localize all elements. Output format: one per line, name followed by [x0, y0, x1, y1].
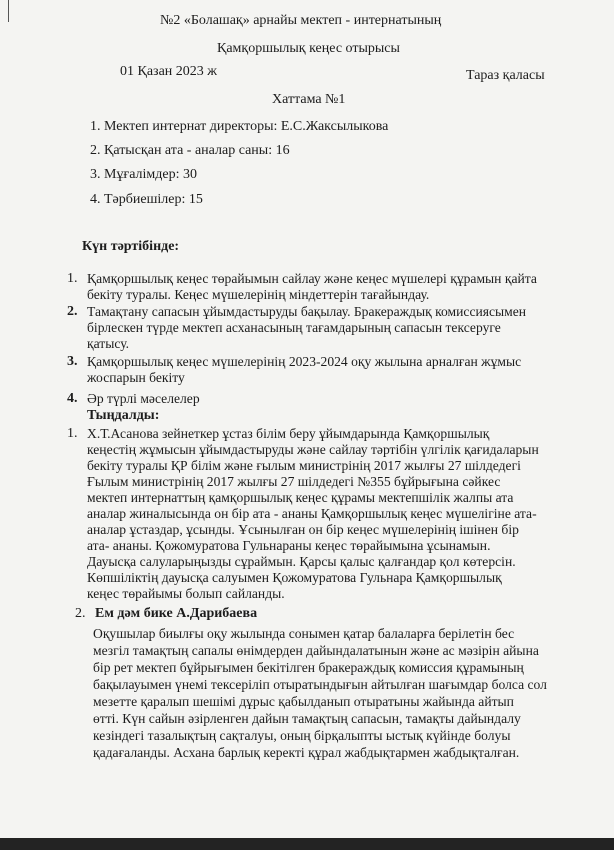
agenda-line: қатысу. — [87, 336, 130, 351]
agenda-num: 3. — [67, 354, 78, 369]
attendance-text: Тәрбиешілер: 15 — [104, 192, 203, 207]
attendance-num: 4. — [90, 192, 101, 207]
agenda-line: Тамақтану сапасын ұйымдастыруды бақылау. Бракераждық комиссиясымен — [87, 304, 527, 319]
listened-line: кеңестің жұмысын ұйымдастыруды және сайлау тәртібін үлгілік қағидаларын — [87, 442, 539, 457]
listened-line: бақылауымен үнемі тексеріліп отыратындығын айтылған шағымдар болса сол — [93, 677, 547, 692]
attendance-text: Мұғалімдер: 30 — [104, 167, 197, 182]
attendance-num: 3. — [90, 167, 101, 182]
listened-line: кезіндегі тазалықтың сақталуы, оның бірқалыпты ыстық күйінде болуы — [93, 728, 511, 743]
speaker-name: Ем дәм бике А.Дарибаева — [95, 606, 258, 621]
listened-line: аналар ұстаздар, ұсынды. Ұсынылған он бір кеңес мүшелерінің ішінен бір — [87, 522, 519, 537]
listened-line: бір рет мектеп бұйрығымен бекітілген бракераждық комиссия құрамының — [93, 660, 524, 675]
listened-line: мектеп интернаттың қамқоршылық кеңес құрамы мектепшілік жалпы ата — [87, 490, 514, 505]
protocol-number: Хаттама №1 — [272, 92, 346, 107]
agenda-heading: Күн тәртібінде: — [82, 239, 180, 254]
agenda-line: жоспарын бекіту — [87, 370, 185, 385]
listened-line: Х.Т.Асанова зейнеткер ұстаз білім беру ұйымдарында Қамқоршылық — [87, 426, 490, 441]
agenda-line: Қамқоршылық кеңес мүшелерінің 2023-2024 оқу жылына арналған жұмыс — [87, 354, 522, 369]
listened-line: кеңес төрайымы болып сайланды. — [87, 586, 285, 601]
agenda-line: бекіту туралы. Кеңес мүшелерінің міндеттерін тағайындау. — [87, 287, 430, 302]
attendance-text: Мектеп интернат директоры: Е.С.Жаксылыкова — [104, 119, 389, 134]
agenda-line: Қамқоршылық кеңес төрайымын сайлау және кеңес мүшелері құрамын қайта — [87, 271, 537, 286]
meeting-date: 01 Қазан 2023 ж — [120, 64, 217, 79]
listened-num: 2. — [75, 606, 86, 621]
listened-line: Ғылым министрінің 2017 жылғы 27 шілдедегі №355 бұйрығына сәйкес — [87, 474, 501, 489]
attendance-item — [90, 192, 203, 208]
meeting-title: Қамқоршылық кеңес отырысы — [217, 41, 400, 56]
listened-line: қадағаланды. Асхана барлық керекті құрал жабдықтармен жабдықталған. — [93, 745, 520, 760]
agenda-num: 2. — [67, 304, 78, 319]
attendance-item — [90, 119, 388, 135]
agenda-num: 4. — [67, 391, 78, 406]
attendance-num: 1. — [90, 119, 101, 134]
listened-heading: Тыңдалды: — [87, 408, 160, 423]
listened-line: мезетте қаралып шешімі дұрыс қабылданып отыратыны жайында айтып — [93, 694, 514, 709]
school-title: №2 «Болашақ» арнайы мектеп - интернатының — [160, 13, 442, 28]
attendance-text: Қатысқан ата - аналар саны: 16 — [104, 143, 290, 158]
scan-bottom-edge — [0, 838, 614, 850]
attendance-item — [90, 143, 290, 159]
listened-line: ата- ананы. Қожомуратова Гульнараны кеңес төрайымына ұсынамын. — [87, 538, 491, 553]
agenda-line: бірлескен түрде мектеп асханасының тағамдарының сапасын тексеруге — [87, 320, 501, 335]
listened-line: Дауысқа салуларыңызды сұраймын. Қарсы қалыс қалғандар қол көтерсін. — [87, 554, 516, 569]
meeting-city: Тараз қаласы — [466, 68, 545, 83]
listened-line: Көпшіліктің дауысқа салуымен Қожомуратова Гульнара Қамқоршылық — [87, 570, 502, 585]
attendance-num: 2. — [90, 143, 101, 158]
agenda-line: Әр түрлі мәселелер — [87, 391, 200, 406]
listened-line: мезгіл тамақтың сапалы өнімдерден дайындалатынын және ас мәзірін айына — [93, 643, 539, 658]
listened-line: өтті. Күн сайын әзірленген дайын тамақтың сапасын, тамақты дайындалу — [93, 711, 521, 726]
listened-line: бекіту туралы ҚР білім және ғылым министрінің 2017 жылғы 27 шілдедегі — [87, 458, 521, 473]
attendance-item — [90, 167, 197, 183]
listened-num: 1. — [67, 426, 78, 441]
scan-edge-mark — [8, 0, 9, 22]
agenda-num: 1. — [67, 271, 78, 286]
listened-line: аналар жиналысында он бір ата - ананы Қамқоршылық кеңес мүшелігіне ата- — [87, 506, 537, 521]
listened-line: Оқушылар биылғы оқу жылында сонымен қатар балаларға берілетін бес — [93, 626, 515, 641]
